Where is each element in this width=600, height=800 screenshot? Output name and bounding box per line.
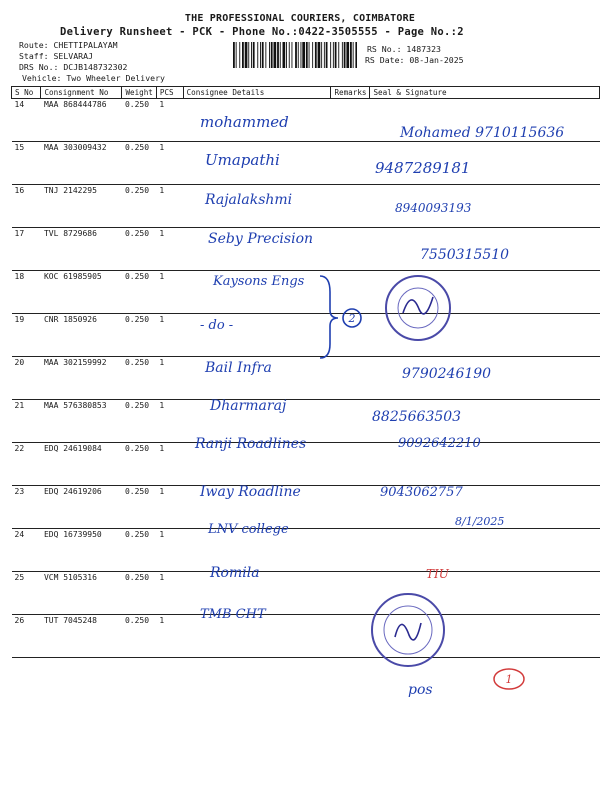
table-row [12, 271, 600, 314]
row-sno: 19 [12, 314, 41, 357]
consignee-handwriting: Kaysons Engs [213, 274, 305, 289]
row-consignment: KOC 61985905 [41, 271, 122, 314]
row-pcs: 1 [156, 615, 183, 658]
row-remarks-cell [331, 142, 370, 185]
row-weight: 0.250 [122, 99, 156, 142]
header-pcs: PCS [156, 87, 183, 99]
row-remarks-cell [331, 400, 370, 443]
consignee-handwriting: Ranji Roadlines [195, 436, 307, 452]
row-consignment: CNR 1850926 [41, 314, 122, 357]
row-sno: 16 [12, 185, 41, 228]
seal-stamp-2 [371, 593, 445, 667]
circle-mark [491, 666, 527, 692]
row-pcs: 1 [156, 314, 183, 357]
row-sno: 23 [12, 486, 41, 529]
row-consignment: VCM 5105316 [41, 572, 122, 615]
header-seal: Seal & Signature [370, 87, 600, 99]
row-weight: 0.250 [122, 615, 156, 658]
row-sno: 25 [12, 572, 41, 615]
row-weight: 0.250 [122, 228, 156, 271]
consignee-handwriting: Bail Infra [205, 360, 272, 376]
header-consignee: Consignee Details [183, 87, 331, 99]
row-weight: 0.250 [122, 142, 156, 185]
row-pcs: 1 [156, 357, 183, 400]
signature-handwriting: 9092642210 [398, 436, 481, 451]
signature-handwriting: TIU [426, 567, 449, 581]
stamp-icon [389, 279, 447, 337]
bracket-note: 2 [348, 312, 356, 325]
row-sno: 18 [12, 271, 41, 314]
table-header-row [12, 87, 600, 99]
row-remarks-cell [331, 228, 370, 271]
row-sno: 20 [12, 357, 41, 400]
consignee-handwriting: Rajalakshmi [205, 192, 293, 208]
company-title: THE PROFESSIONAL COURIERS, COIMBATORE [184, 13, 416, 24]
row-weight: 0.250 [122, 314, 156, 357]
table-row [12, 357, 600, 400]
row-sno: 24 [12, 529, 41, 572]
consignee-handwriting: LNV college [208, 522, 289, 537]
signature-handwriting: 7550315510 [420, 247, 510, 263]
row-sno: 26 [12, 615, 41, 658]
consignee-handwriting: Romila [210, 565, 260, 581]
row-sno: 21 [12, 400, 41, 443]
signature-handwriting: 9487289181 [375, 159, 471, 177]
bottom-mark: pos [408, 682, 433, 698]
row-consignment: EDQ 24619206 [41, 486, 122, 529]
row-pcs: 1 [156, 142, 183, 185]
circle-mark-text: 1 [505, 673, 513, 686]
runsheet-subtitle: Delivery Runsheet - PCK - Phone No.:0422-3505555 - Page No.:2 [60, 26, 464, 38]
barcode [233, 42, 357, 68]
row-pcs: 1 [156, 529, 183, 572]
table-row [12, 142, 600, 185]
row-consignment: MAA 576380853 [41, 400, 122, 443]
row-pcs: 1 [156, 443, 183, 486]
row-weight: 0.250 [122, 572, 156, 615]
stamp-icon [375, 597, 441, 663]
route-label: Route: CHETTIPALAYAM [19, 40, 118, 50]
row-remarks-cell [331, 357, 370, 400]
row-consignment: MAA 302159992 [41, 357, 122, 400]
consignee-handwriting: Dharmaraj [210, 398, 287, 414]
row-sno: 14 [12, 99, 41, 142]
row-pcs: 1 [156, 271, 183, 314]
consignee-handwriting: Umapathi [205, 151, 280, 169]
table-row [12, 572, 600, 615]
runsheet-table [11, 86, 600, 658]
signature-handwriting: 9043062757 [380, 485, 463, 500]
signature-handwriting: 8940093193 [395, 201, 472, 215]
signature-handwriting: 8825663503 [372, 409, 462, 425]
rs-no-label: RS No.: 1487323 [367, 44, 441, 54]
row-remarks-cell [331, 185, 370, 228]
row-weight: 0.250 [122, 357, 156, 400]
header-remarks: Remarks [331, 87, 370, 99]
row-sno: 17 [12, 228, 41, 271]
row-remarks-cell [331, 443, 370, 486]
table-row [12, 314, 600, 357]
row-seal-cell [370, 529, 600, 572]
row-sno: 22 [12, 443, 41, 486]
row-pcs: 1 [156, 572, 183, 615]
signature-handwriting: 9790246190 [402, 366, 492, 382]
table-row [12, 529, 600, 572]
row-pcs: 1 [156, 228, 183, 271]
row-weight: 0.250 [122, 486, 156, 529]
consignee-handwriting: TMB CHT [200, 607, 266, 622]
consignee-handwriting: Seby Precision [208, 231, 314, 247]
table-row [12, 185, 600, 228]
row-consignment: EDQ 24619084 [41, 443, 122, 486]
seal-stamp [385, 275, 451, 341]
consignee-handwriting: mohammed [200, 113, 289, 131]
row-remarks-cell [331, 486, 370, 529]
row-consignment: MAA 868444786 [41, 99, 122, 142]
row-consignment: MAA 303009432 [41, 142, 122, 185]
row-weight: 0.250 [122, 529, 156, 572]
row-pcs: 1 [156, 486, 183, 529]
header-weight: Weight [122, 87, 156, 99]
row-consignment: TUT 7045248 [41, 615, 122, 658]
row-weight: 0.250 [122, 185, 156, 228]
row-remarks-cell [331, 615, 370, 658]
row-remarks-cell [331, 99, 370, 142]
row-remarks-cell [331, 572, 370, 615]
consignee-handwriting: - do - [200, 318, 234, 333]
header-consignment: Consignment No [41, 87, 122, 99]
row-remarks-cell [331, 529, 370, 572]
row-consignment: TNJ 2142295 [41, 185, 122, 228]
bracket-mark [316, 272, 366, 362]
table-row [12, 615, 600, 658]
row-sno: 15 [12, 142, 41, 185]
vehicle-label: Vehicle: Two Wheeler Delivery [22, 73, 165, 83]
row-weight: 0.250 [122, 443, 156, 486]
rs-date-label: RS Date: 08-Jan-2025 [365, 55, 464, 65]
row-weight: 0.250 [122, 400, 156, 443]
row-consignment: TVL 8729686 [41, 228, 122, 271]
row-pcs: 1 [156, 99, 183, 142]
row-weight: 0.250 [122, 271, 156, 314]
drs-label: DRS No.: DCJB148732302 [19, 62, 128, 72]
staff-label: Staff: SELVARAJ [19, 51, 93, 61]
row-consignment: EDQ 16739950 [41, 529, 122, 572]
signature-handwriting: 8/1/2025 [455, 515, 505, 528]
row-pcs: 1 [156, 400, 183, 443]
table-row [12, 486, 600, 529]
header-sno: S No [12, 87, 41, 99]
consignee-handwriting: Iway Roadline [200, 484, 301, 500]
signature-handwriting: Mohamed 9710115636 [400, 125, 565, 141]
row-pcs: 1 [156, 185, 183, 228]
